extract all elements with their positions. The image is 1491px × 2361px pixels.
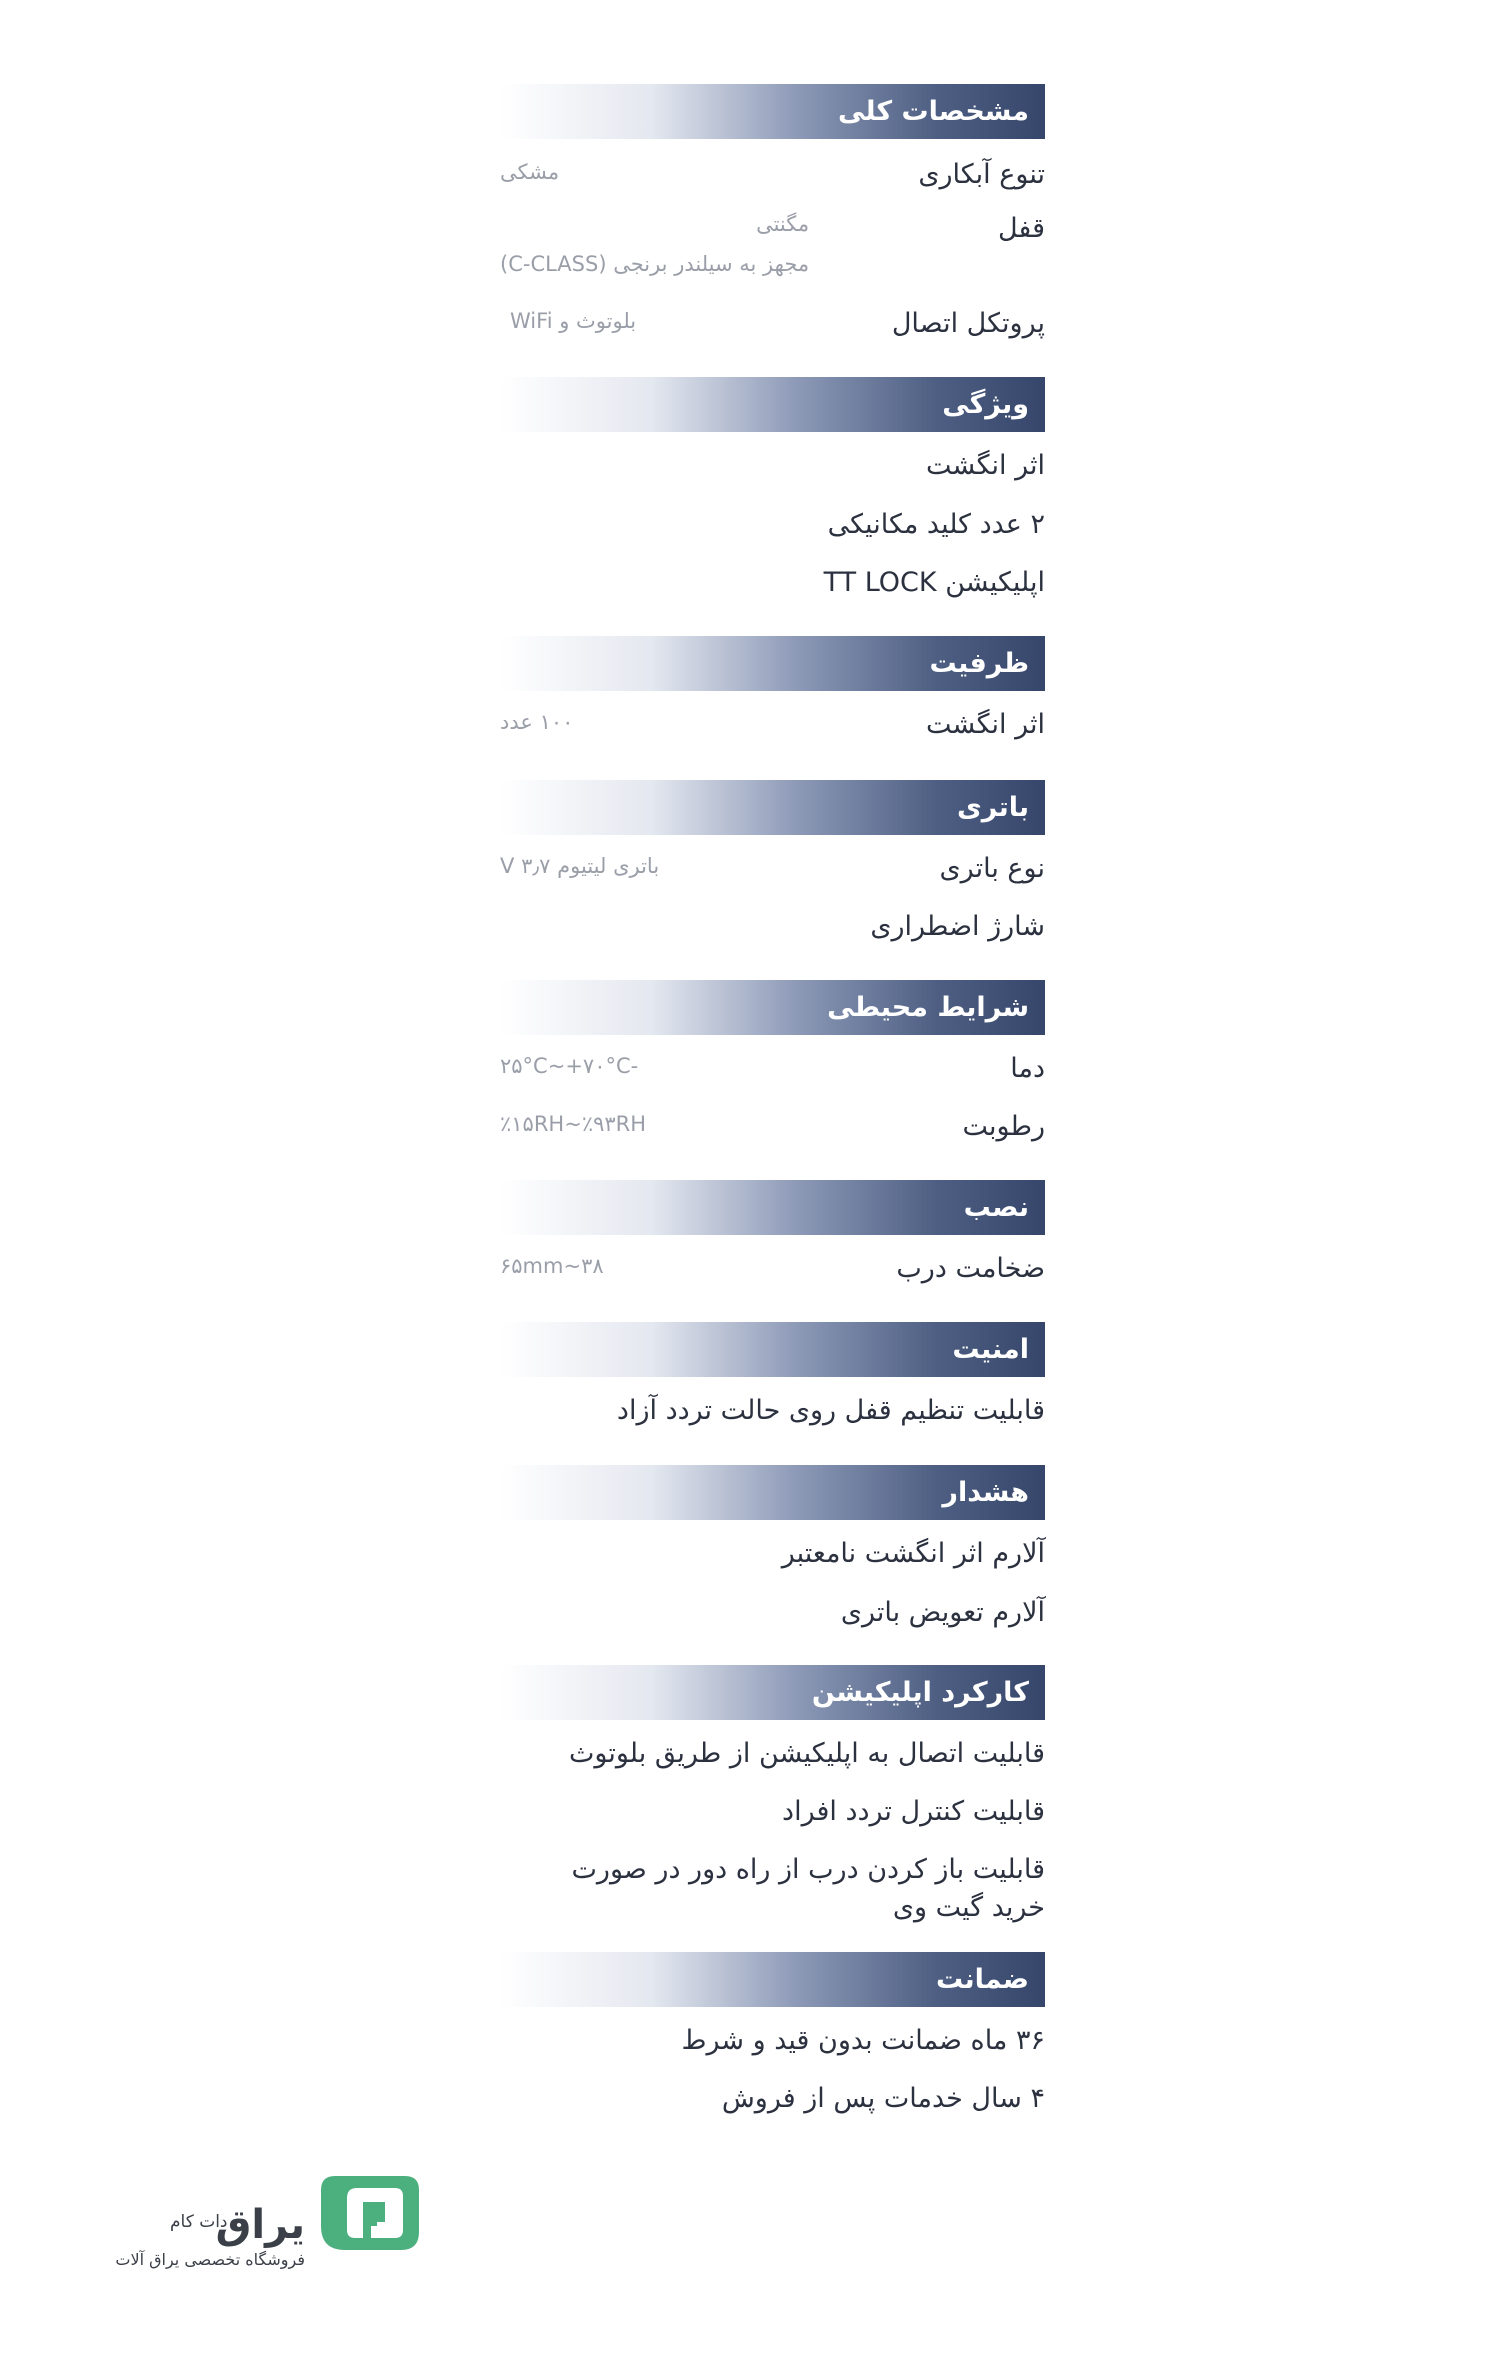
spec-label: قفل [997,213,1045,244]
spec-label: آلارم تعویض باتری [840,1597,1045,1628]
spec-value: بلوتوث و WiFi [510,309,637,333]
spec-label: ضخامت درب [896,1253,1045,1284]
spec-label: تنوع آبکاری [918,159,1045,190]
section-header [500,377,1045,432]
spec-row [500,1108,1045,1146]
section-header [500,1952,1045,2007]
spec-row [500,908,1045,946]
spec-label: ۴ سال خدمات پس از فروش [721,2083,1045,2114]
spec-label: آلارم اثر انگشت نامعتبر [781,1538,1045,1569]
spec-label: شارژ اضطراری [870,911,1045,942]
spec-row [500,850,1045,888]
section-title: ظرفیت [929,648,1029,679]
section-title: امنیت [952,1334,1029,1365]
spec-row [500,1250,1045,1288]
spec-value: ٪۱۵RH~٪۹۳RH [500,1112,647,1136]
spec-row [500,2022,1045,2060]
spec-label: ۳۶ ماه ضمانت بدون قید و شرط [681,2025,1045,2056]
section-header [500,84,1045,139]
section-title: هشدار [942,1477,1029,1508]
spec-row [500,1851,1045,1927]
spec-row [500,156,1045,194]
section-title: باتری [957,792,1029,823]
spec-row [500,1535,1045,1573]
spec-label: اثر انگشت [925,450,1045,481]
section-alarm [500,1465,1045,1520]
spec-value: مشکی [500,160,560,184]
spec-label: نوع باتری [939,853,1045,884]
section-security [500,1322,1045,1377]
spec-row [500,447,1045,485]
spec-value-group [500,204,809,284]
spec-row [500,2080,1045,2118]
section-title: کارکرد اپلیکیشن [811,1677,1029,1708]
spec-value: مجهز به سیلندر برنجی (C-CLASS) [500,252,810,276]
spec-label: دما [1010,1053,1045,1084]
section-header [500,980,1045,1035]
spec-row [500,1793,1045,1831]
section-title: ضمانت [935,1964,1029,1995]
spec-value: -۲۵°C~+۷۰°C [500,1054,639,1078]
section-title: ویژگی [942,389,1029,420]
spec-row [500,564,1045,602]
spec-value: باتری لیتیوم ۳٫۷ V [500,854,660,878]
spec-row [500,706,1045,744]
section-environment [500,980,1045,1035]
spec-label: قابلیت تنظیم قفل روی حالت تردد آزاد [616,1395,1045,1426]
section-header [500,1322,1045,1377]
spec-label: اثر انگشت [925,709,1045,740]
yaragh-logo-icon [315,2172,425,2254]
section-capacity [500,636,1045,691]
brand-tagline: فروشگاه تخصصی یراق آلات [115,2250,305,2269]
section-warranty [500,1952,1045,2007]
section-header [500,636,1045,691]
spec-value: ۳۸~۶۵mm [500,1254,604,1278]
spec-label: رطوبت [962,1111,1045,1142]
section-installation [500,1180,1045,1235]
spec-row [500,1735,1045,1773]
brand-text [110,2200,305,2280]
section-general [500,84,1045,139]
spec-value: مگنتی [756,212,810,236]
section-header [500,780,1045,835]
spec-label: قابلیت کنترل تردد افراد [782,1796,1045,1827]
spec-label: اپلیکیشن TT LOCK [823,567,1045,598]
section-header [500,1180,1045,1235]
section-app [500,1665,1045,1720]
brand-suffix: دات کام [170,2212,228,2232]
spec-label: پروتکل اتصال [891,308,1045,339]
spec-row [500,1392,1045,1430]
spec-label: قابلیت اتصال به اپلیکیشن از طریق بلوتوث [568,1738,1045,1769]
section-battery [500,780,1045,835]
section-title: نصب [963,1192,1029,1223]
spec-row [500,305,1045,343]
spec-row [500,506,1045,544]
spec-label: قابلیت باز کردن درب از راه دور در صورت خرید گیت وی [571,1854,1045,1923]
spec-label: ۲ عدد کلید مکانیکی [827,509,1045,540]
section-title: شرایط محیطی [827,992,1029,1023]
spec-value: ۱۰۰ عدد [500,710,574,734]
section-features [500,377,1045,432]
section-header [500,1665,1045,1720]
spec-row [500,210,1045,284]
section-header [500,1465,1045,1520]
brand-name: یراق [215,2202,305,2248]
section-title: مشخصات کلی [838,96,1029,127]
spec-row [500,1050,1045,1088]
spec-row [500,1594,1045,1632]
